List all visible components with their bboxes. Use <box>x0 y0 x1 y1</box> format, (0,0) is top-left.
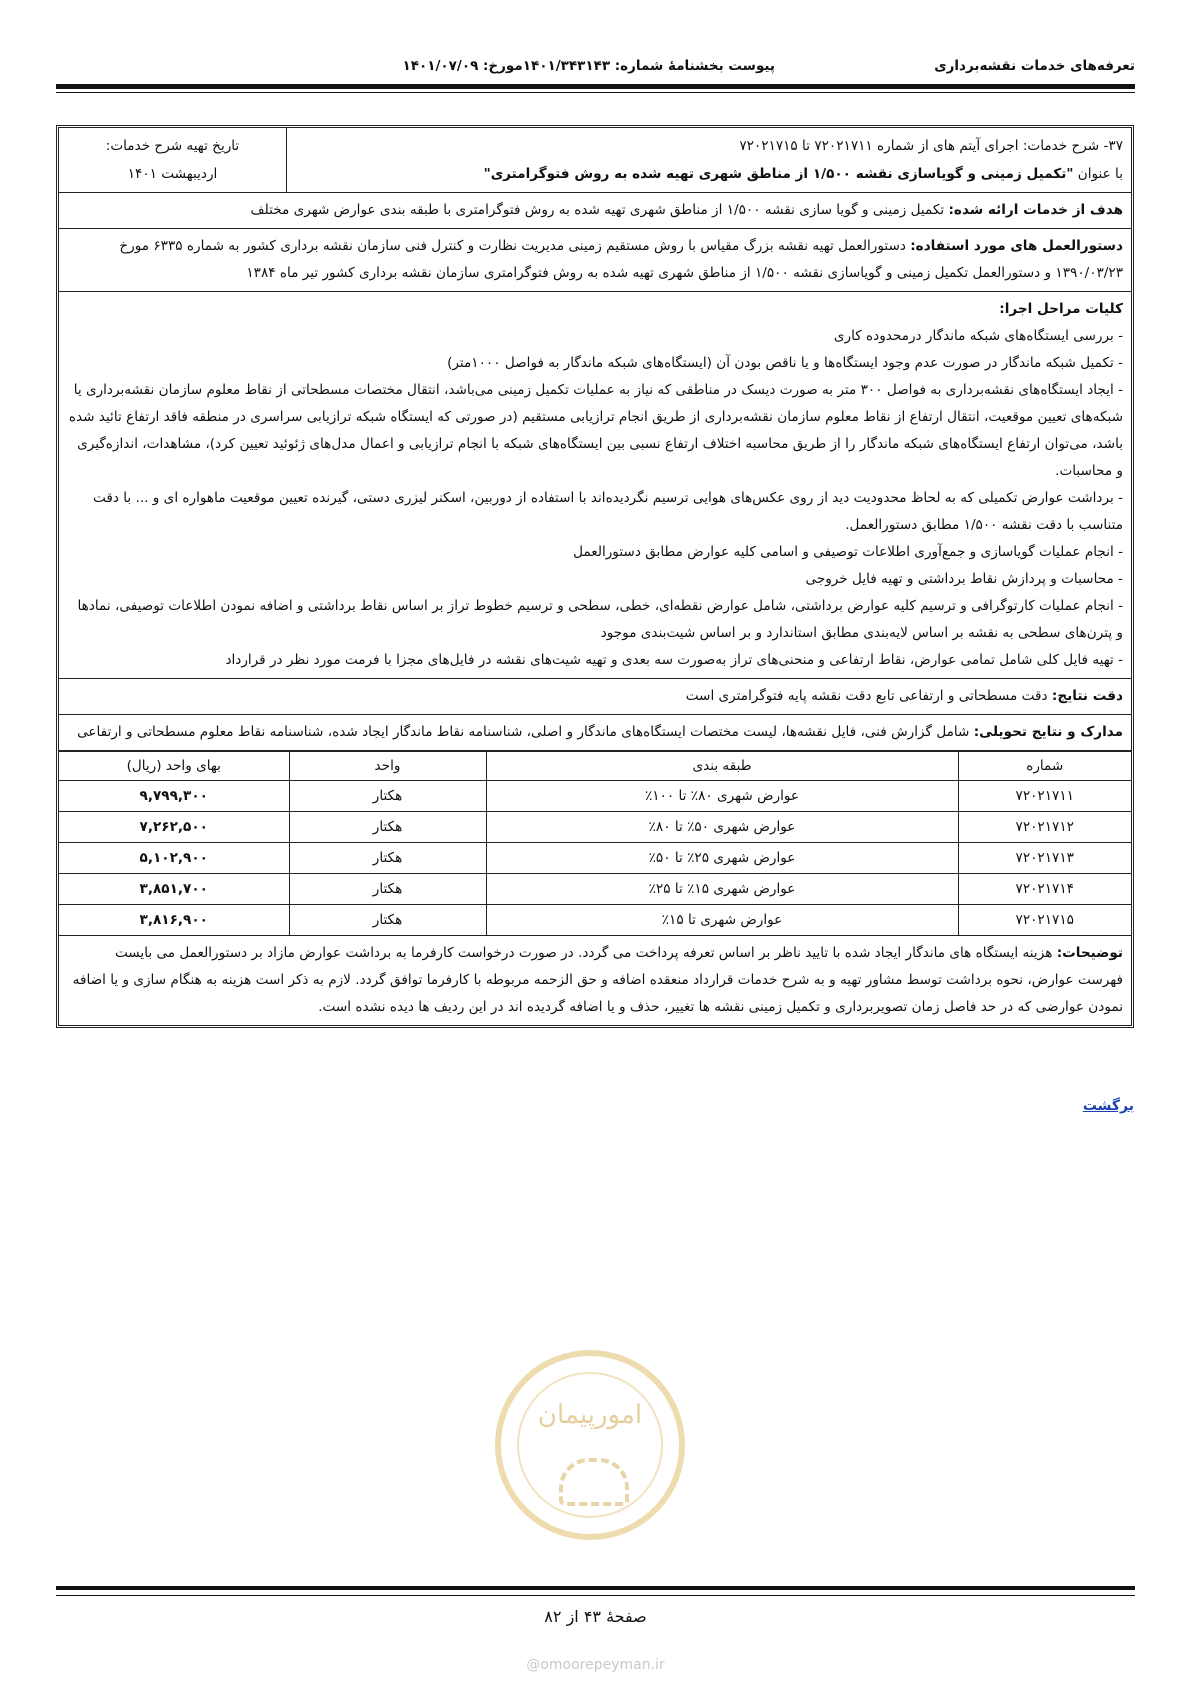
date-value: اردیبهشت ۱۴۰۱ <box>127 166 218 182</box>
table-row <box>59 812 1131 843</box>
deliverables-label: مدارک و نتایج تحویلی: <box>973 724 1123 740</box>
step-item: - تکمیل شبکه ماندگار در صورت عدم وجود ایستگاه‌ها و یا ناقص بودن آن (ایستگاه‌های شبکه ماندگار به فواصل ۱۰۰۰متر) <box>447 355 1123 371</box>
service-title-line: با عنوان "تکمیل زمینی و گویاسازی نقشه ۱/۵۰۰ از مناطق شهری تهیه شده به روش فتوگرامتری" <box>483 166 1123 182</box>
site-watermark: @omoorepeyman.ir <box>526 1657 665 1673</box>
item-code: ۷۲۰۲۱۷۱۴ <box>958 874 1131 905</box>
steps-row <box>59 292 1131 679</box>
item-price: ۳,۸۱۶,۹۰۰ <box>59 905 289 936</box>
item-unit: هکتار <box>289 781 486 812</box>
item-code: ۷۲۰۲۱۷۱۱ <box>958 781 1131 812</box>
column-header-category: طبقه بندی <box>486 752 958 781</box>
item-code: ۷۲۰۲۱۷۱۵ <box>958 905 1131 936</box>
back-link[interactable]: برگشت <box>1082 1098 1134 1114</box>
accuracy-text: دقت مسطحاتی و ارتفاعی تابع دقت نقشه پایه فتوگرامتری است <box>685 688 1052 704</box>
item-price: ۵,۱۰۲,۹۰۰ <box>59 843 289 874</box>
item-unit: هکتار <box>289 812 486 843</box>
item-category: عوارض شهری ۸۰٪ تا ۱۰۰٪ <box>486 781 958 812</box>
column-header-unit: واحد <box>289 752 486 781</box>
gear-icon <box>559 1458 629 1506</box>
table-row <box>59 843 1131 874</box>
step-item: - انجام عملیات کارتوگرافی و ترسیم کلیه عوارض برداشتی، شامل عوارض نقطه‌ای، خطی، سطحی و ترسیم خطوط تراز بر اساس نقاط برداشتی و اضافه نمودن اطلاعات توصیفی، نمادها و پترن‌های سطحی به نقشه بر اساس لایه‌بندی مطابق استاندارد و بر اساس شیت‌بندی موجود <box>77 598 1123 641</box>
step-item: - برداشت عوارض تکمیلی که به لحاظ محدودیت دید از روی عکس‌های هوایی ترسیم نگردیده‌اند با استفاده از دوربین، اسکنر لیزری دستی، گیرنده تعیین موقعیت ماهواره ای و ... با دقت متناسب با دقت نقشه ۱/۵۰۰ مطابق دستورالعمل. <box>93 490 1123 533</box>
watermark-seal <box>495 1350 685 1540</box>
notes-text: هزینه ایستگاه های ماندگار ایجاد شده با تایید ناظر بر اساس تعرفه پرداخت می گردد. در صورت درخواست کارفرما به برداشت عوارض مازاد بر دستورالعمل می بایست فهرست عوارض، نحوه برداشت توسط مشاور تهیه و به شرح خدمات قرارداد منعقده اضافه و حق الزحمه مربوطه با کارفرما توافق گردد. لازم به ذکر است هزینه به هنگام سازی و یا اضافه نمودن عوارضی که در حد فاصل زمان تصویربرداری و تکمیل زمینی نقشه ها تغییر، حذف و یا اضافه گردیده اند در این ردیف ها دیده نشده است. <box>72 945 1123 1015</box>
item-category: عوارض شهری ۲۵٪ تا ۵۰٪ <box>486 843 958 874</box>
step-item: - انجام عملیات گویاسازی و جمع‌آوری اطلاعات توصیفی و اسامی کلیه عوارض مطابق دستورالعمل <box>573 544 1123 560</box>
deliverables-text: شامل گزارش فنی، فایل نقشه‌ها، لیست مختصات ایستگاه‌های ماندگار و اصلی، شناسنامه نقاط ماندگار ایجاد شده، شناسنامه نقاط معلوم مسطحاتی و ارتفاعی <box>77 724 974 740</box>
price-table-wrap <box>59 751 1131 936</box>
table-row <box>59 781 1131 812</box>
header-rule-thin <box>56 92 1135 93</box>
deliverables-row <box>59 715 1131 751</box>
goal-text: تکمیل زمینی و گویا سازی نقشه ۱/۵۰۰ از مناطق شهری تهیه شده به روش فتوگرامتری با طبقه بندی عوارض شهری مختلف <box>250 202 949 218</box>
date-label: تاریخ تهیه شرح خدمات: <box>105 138 240 154</box>
service-sheet <box>56 125 1134 1028</box>
instructions-label: دستورالعمل های مورد استفاده: <box>910 238 1123 254</box>
column-header-code: شماره <box>958 752 1131 781</box>
item-unit: هکتار <box>289 874 486 905</box>
table-header-row <box>59 752 1131 781</box>
steps-label: کلیات مراحل اجرا: <box>999 301 1123 317</box>
step-item: - ایجاد ایستگاه‌های نقشه‌برداری به فواصل ۳۰۰ متر به صورت دیسک در مناطقی که نیاز به عملیات تکمیل زمینی می‌باشد، انتقال مختصات مسطحاتی از نقاط معلوم سازمان نقشه‌برداری یا شبکه‌های تعیین موقعیت، انتقال ارتفاع از نقاط معلوم سازمان نقشه‌برداری از طریق انجام ترازیابی مستقیم (در صورتی که ایستگاه شبکه ترازیابی سراسری در منطقه فاقد ارتفاع تائید شده باشد، می‌توان ارتفاع ایستگاه‌های شبکه ماندگار را از طریق محاسبه اختلاف ارتفاع نسبی بین ایستگاه‌های شبکه با انجام ترازیابی و اعمال مدل‌های ژئوئید تعیین کرد)، مشاهدات، اندازه‌گیری و محاسبات. <box>68 382 1123 479</box>
step-item: - بررسی ایستگاه‌های شبکه ماندگار درمحدوده کاری <box>833 328 1123 344</box>
item-unit: هکتار <box>289 905 486 936</box>
item-price: ۳,۸۵۱,۷۰۰ <box>59 874 289 905</box>
column-header-price: بهای واحد (ریال) <box>59 752 289 781</box>
table-row <box>59 905 1131 936</box>
goal-label: هدف از خدمات ارائه شده: <box>948 202 1123 218</box>
service-title: "تکمیل زمینی و گویاسازی نقشه ۱/۵۰۰ از مناطق شهری تهیه شده به روش فتوگرامتری" <box>483 166 1074 182</box>
item-code: ۷۲۰۲۱۷۱۲ <box>958 812 1131 843</box>
item-price: ۷,۲۶۲,۵۰۰ <box>59 812 289 843</box>
item-code: ۷۲۰۲۱۷۱۳ <box>958 843 1131 874</box>
item-category: عوارض شهری ۵۰٪ تا ۸۰٪ <box>486 812 958 843</box>
goal-row <box>59 193 1131 229</box>
accuracy-row <box>59 679 1131 715</box>
item-unit: هکتار <box>289 843 486 874</box>
item-price: ۹,۷۹۹,۳۰۰ <box>59 781 289 812</box>
header-rule-thick <box>56 84 1135 89</box>
instructions-text: دستورالعمل تهیه نقشه بزرگ مقیاس با روش مستقیم زمینی مدیریت نظارت و کنترل فنی سازمان نقشه برداری کشور به شماره ۶۳۳۵ مورخ ۱۳۹۰/۰۳/۲۳ و دستورالعمل تکمیل زمینی و گویاسازی نقشه ۱/۵۰۰ از مناطق شهری تهیه شده به روش فتوگرامتری سازمان نقشه برداری کشور تیر ماه ۱۳۸۴ <box>119 238 1123 281</box>
page-header <box>56 52 1135 82</box>
service-description <box>287 128 1131 192</box>
step-item: - محاسبات و پردازش نقاط برداشتی و تهیه فایل خروجی <box>805 571 1123 587</box>
instructions-row <box>59 229 1131 292</box>
footer-rule-thick <box>56 1586 1135 1590</box>
table-row <box>59 874 1131 905</box>
seal-lettering: امورپیمان <box>537 1400 643 1430</box>
notes-row <box>59 936 1131 1025</box>
service-item-range: ۳۷- شرح خدمات: اجرای آیتم های از شماره ۷۲۰۲۱۷۱۱ تا ۷۲۰۲۱۷۱۵ <box>739 138 1123 154</box>
accuracy-label: دقت نتایج: <box>1051 688 1123 704</box>
page-number: صفحهٔ ۴۳ از ۸۲ <box>544 1607 647 1626</box>
price-table <box>59 751 1131 935</box>
service-title-row <box>59 128 1131 193</box>
footer-rule-thin <box>56 1595 1135 1596</box>
item-category: عوارض شهری ۱۵٪ تا ۲۵٪ <box>486 874 958 905</box>
service-date-cell <box>59 128 287 192</box>
document-title: تعرفه‌های خدمات نقشه‌برداری <box>934 58 1135 74</box>
step-item: - تهیه فایل کلی شامل تمامی عوارض، نقاط ارتفاعی و منحنی‌های تراز به‌صورت سه بعدی و تهیه شیت‌های نقشه در فایل‌های مجزا با فرمت مورد نظر در قرارداد <box>225 652 1123 668</box>
notes-label: توضیحات: <box>1056 945 1123 961</box>
item-category: عوارض شهری تا ۱۵٪ <box>486 905 958 936</box>
circular-reference: پیوست بخشنامهٔ شماره: ۱۴۰۱/۳۴۳۱۴۳مورخ: ۱۴۰۱/۰۷/۰۹ <box>402 58 775 74</box>
